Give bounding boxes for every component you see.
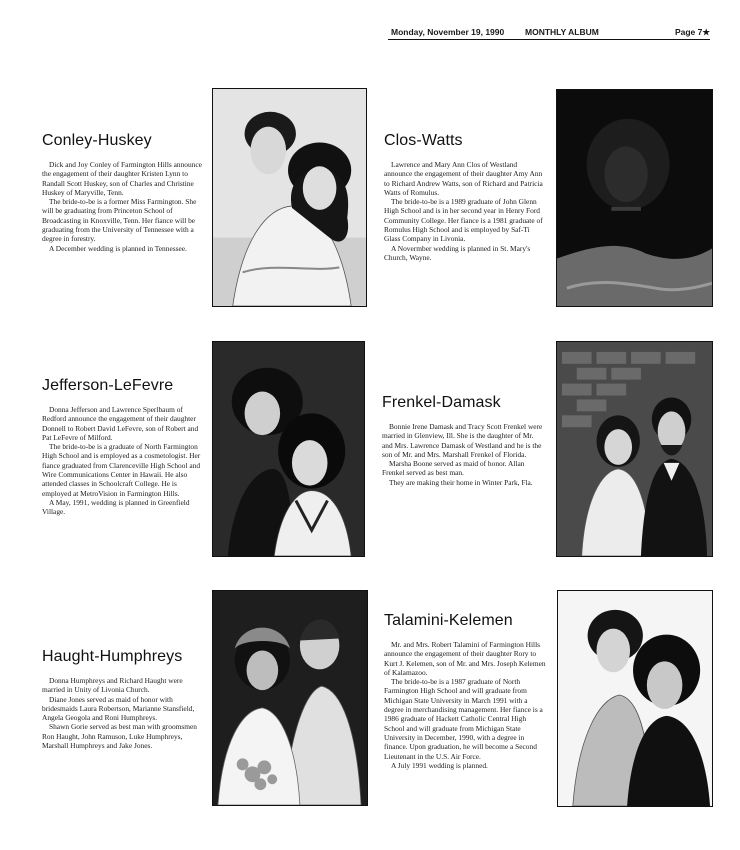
announcement-title: Jefferson-LeFevre [42, 377, 174, 394]
announcement-body [384, 640, 546, 770]
announcement-paragraph: Lawrence and Mary Ann Clos of Westland announce the engagement of their daughter Amy Ann to Richard Andrew Watts, son of Richard and Patricia Watts of Romulus. [384, 160, 543, 197]
announcement-title: Haught-Humphreys [42, 648, 183, 665]
announcement-paragraph: The bride-to-be is a graduate of North Farmington High School and is employed as a cosmetologist. Her fiance graduated from Clarenceville High School and Wire Communications Center in Hawaii. He also attended classes in Schoolcraft College. He is employed at MetroVision in Farmington Hills. [42, 442, 201, 498]
announcement-paragraph: A May, 1991, wedding is planned in Greenfield Village. [42, 497, 190, 517]
announcement-title: Conley-Huskey [42, 132, 152, 149]
announcement-paragraph: Dick and Joy Conley of Farmington Hills announce the engagement of their daughter Kristen Lynn to Randall Scott Huskey, son of Charles and Christine Huskey of Maryville, Tenn. [42, 160, 202, 197]
announcement-body [42, 160, 204, 253]
couple-photo-conley-huskey [212, 88, 367, 307]
announcement-body [382, 422, 544, 487]
announcement-frenkel-damask [382, 394, 544, 487]
announcement-paragraph: A December wedding is planned in Tennessee. [49, 243, 187, 253]
announcement-paragraph: The bride-to-be is a 1989 graduate of John Glenn High School and is in her second year in Henry Ford Community College. Her fiance is a 1981 graduate of Romulus High School and is employed by Saf-Ti Glass Company in Livonia. [384, 197, 543, 244]
announcement-paragraph: A July 1991 wedding is planned. [391, 760, 488, 770]
announcement-paragraph: They are making their home in Winter Park, Fla. [389, 477, 533, 487]
couple-photo-frenkel-damask [556, 341, 713, 557]
announcement-paragraph: Donna Jefferson and Lawrence Sperlbaum of Redford announce the engagement of their daughter Donnell to Robert David LeFevre, son of Robert and Pat LeFevre of Milford. [42, 405, 199, 442]
page-masthead [388, 27, 710, 40]
announcement-title: Talamini-Kelemen [384, 612, 513, 629]
announcement-jefferson-lefevre [42, 377, 204, 517]
couple-photo-jefferson-lefevre [212, 341, 365, 557]
announcement-paragraph: Shawn Gorie served as best man with groomsmen Ron Haught, John Ramuson, Luke Humphreys, Marshall Humphreys and Jake Jones. [42, 722, 197, 751]
announcement-title: Clos-Watts [384, 132, 463, 149]
couple-photo-talamini-kelemen [557, 590, 713, 807]
couple-photo-clos-watts [556, 89, 713, 307]
announcement-haught-humphreys [42, 648, 204, 750]
announcement-title: Frenkel-Damask [382, 394, 501, 411]
announcement-talamini-kelemen [384, 612, 546, 770]
announcement-body [384, 160, 546, 262]
couple-photo-haught-humphreys [212, 590, 368, 806]
announcement-paragraph: Diane Jones served as maid of honor with bridesmaids Laura Robertson, Marianne Stansfield, Angela Geogola and Roni Humphreys. [42, 694, 195, 723]
announcement-paragraph: Donna Humphreys and Richard Haught were married in Unity of Livonia Church. [42, 676, 183, 695]
announcement-clos-watts [384, 132, 546, 262]
announcement-paragraph: A Novermber wedding is planned in St. Mary's Church, Wayne. [384, 243, 531, 262]
issue-date: Monday, November 19, 1990 [391, 27, 505, 37]
announcement-paragraph: The bride-to-be is a 1987 graduate of North Farmington High School and will graduate from Michigan State University in March 1991 with a degree in merchandising management. Her fiance is a 1986 graduate of Hackett Catholic Central High School and will graduate from Michigan State University in December, 1990, with a degree in finance. Upon graduation, he will become a Second Lieutenant in the U.S. Air Force. [384, 677, 543, 761]
publication-name: MONTHLY ALBUM [525, 27, 599, 37]
announcement-body [42, 676, 204, 750]
announcement-body [42, 405, 204, 517]
announcement-paragraph: The bride-to-be is a former Miss Farmington. She will be graduating from Princeton School of Broadcasting in Knoxville, Tenn. Her fiance will be graduating from the University of Tennessee with a degree in forestry. [42, 197, 197, 244]
announcement-paragraph: Bonnie Irene Damask and Tracy Scott Frenkel were married in Glenview, Ill. She is the daughter of Mr. and Mrs. Lawrence Damask of Westland and he is the son of Mr. and Mrs. Marshall Frenkel of Florida. [382, 422, 543, 459]
page-number: Page 7★ [674, 27, 710, 37]
announcement-paragraph: Mr. and Mrs. Robert Talamini of Farmington Hills announce the engagement of their daughter Rory to Kurt J. Kelemen, son of Mr. and Mrs. Joseph Kelemen of Kalamazoo. [384, 640, 546, 677]
announcement-paragraph: Marsha Boone served as maid of honor. Allan Frenkel served as best man. [382, 459, 525, 478]
announcement-conley-huskey [42, 132, 204, 253]
